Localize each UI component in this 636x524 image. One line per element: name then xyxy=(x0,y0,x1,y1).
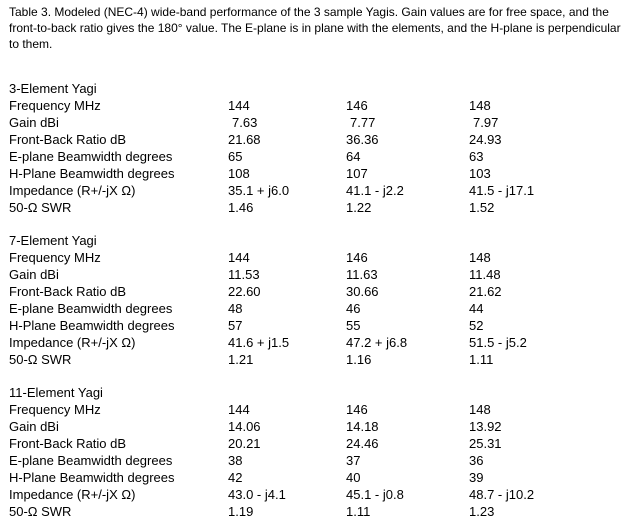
value-146: 47.2 + j6.8 xyxy=(346,335,408,350)
row-label: Gain dBi xyxy=(9,115,59,130)
row-label: E-plane Beamwidth degrees xyxy=(9,453,173,468)
value-146: 30.66 xyxy=(346,284,379,299)
value-146: 146 xyxy=(346,250,368,265)
section-7-element-yagi xyxy=(9,232,629,368)
value-148: 24.93 xyxy=(469,132,502,147)
table-row xyxy=(9,469,629,486)
section-title: 3-Element Yagi xyxy=(9,81,97,96)
table-row xyxy=(9,97,629,114)
table-row xyxy=(9,452,629,469)
value-148: 41.5 - j17.1 xyxy=(469,183,535,198)
row-label: Frequency MHz xyxy=(9,402,101,417)
table-row xyxy=(9,435,629,452)
value-146: 1.11 xyxy=(346,504,371,519)
value-148: 51.5 - j5.2 xyxy=(469,335,527,350)
value-146: 24.46 xyxy=(346,436,379,451)
value-146: 40 xyxy=(346,470,361,485)
table-row xyxy=(9,266,629,283)
value-148: 1.23 xyxy=(469,504,495,519)
table-row xyxy=(9,418,629,435)
row-label: 50-Ω SWR xyxy=(9,504,72,519)
row-label: 50-Ω SWR xyxy=(9,352,72,367)
value-146: 1.22 xyxy=(346,200,372,215)
value-148: 44 xyxy=(469,301,484,316)
value-148: 13.92 xyxy=(469,419,502,434)
row-label: H-Plane Beamwidth degrees xyxy=(9,318,175,333)
table-row xyxy=(9,283,629,300)
table-row xyxy=(9,199,629,216)
value-144: 14.06 xyxy=(228,419,261,434)
value-144: 1.19 xyxy=(228,504,254,519)
row-label: Front-Back Ratio dB xyxy=(9,436,127,451)
value-144: 20.21 xyxy=(228,436,261,451)
value-148: 7.97 xyxy=(473,115,499,130)
value-144: 144 xyxy=(228,402,250,417)
value-144: 35.1 + j6.0 xyxy=(228,183,290,198)
value-146: 46 xyxy=(346,301,361,316)
value-146: 41.1 - j2.2 xyxy=(346,183,404,198)
value-146: 64 xyxy=(346,149,361,164)
value-148: 1.11 xyxy=(469,352,494,367)
value-144: 57 xyxy=(228,318,243,333)
section-title: 7-Element Yagi xyxy=(9,233,97,248)
value-144: 48 xyxy=(228,301,243,316)
value-144: 1.21 xyxy=(228,352,254,367)
value-146: 14.18 xyxy=(346,419,379,434)
table-row xyxy=(9,401,629,418)
table-row xyxy=(9,317,629,334)
row-label: Frequency MHz xyxy=(9,98,101,113)
value-148: 148 xyxy=(469,98,491,113)
table-caption: Table 3. Modeled (NEC-4) wide-band performance of the 3 sample Yagis. Gain values are for free space, and the front-to-back ratio gives the 180° value. The E-plane is in plane with the elements, and the H-plane is perpendicular to them. xyxy=(9,5,621,51)
value-144: 42 xyxy=(228,470,243,485)
section-title: 11-Element Yagi xyxy=(9,385,103,400)
section-3-element-yagi xyxy=(9,80,629,216)
value-146: 146 xyxy=(346,98,368,113)
value-146: 146 xyxy=(346,402,368,417)
value-144: 144 xyxy=(228,250,250,265)
value-148: 36 xyxy=(469,453,484,468)
row-label: Impedance (R+/-jX Ω) xyxy=(9,335,136,350)
value-144: 11.53 xyxy=(228,267,260,282)
section-11-element-yagi xyxy=(9,384,629,520)
table-row xyxy=(9,334,629,351)
value-148: 148 xyxy=(469,402,491,417)
value-144: 108 xyxy=(228,166,250,181)
value-146: 107 xyxy=(346,166,368,181)
row-label: Gain dBi xyxy=(9,267,59,282)
table-row xyxy=(9,165,629,182)
row-label: 50-Ω SWR xyxy=(9,200,72,215)
row-label: H-Plane Beamwidth degrees xyxy=(9,166,175,181)
table-row xyxy=(9,131,629,148)
value-146: 37 xyxy=(346,453,361,468)
row-label: Front-Back Ratio dB xyxy=(9,284,127,299)
table-row xyxy=(9,486,629,503)
value-148: 148 xyxy=(469,250,491,265)
row-label: E-plane Beamwidth degrees xyxy=(9,301,173,316)
value-144: 43.0 - j4.1 xyxy=(228,487,286,502)
row-label: Frequency MHz xyxy=(9,250,101,265)
table-row xyxy=(9,351,629,368)
value-146: 55 xyxy=(346,318,361,333)
value-144: 41.6 + j1.5 xyxy=(228,335,290,350)
value-146: 36.36 xyxy=(346,132,379,147)
value-146: 7.77 xyxy=(350,115,376,130)
value-148: 63 xyxy=(469,149,484,164)
table-row xyxy=(9,148,629,165)
table-row xyxy=(9,249,629,266)
table-row xyxy=(9,114,629,131)
row-label: Impedance (R+/-jX Ω) xyxy=(9,183,136,198)
value-148: 103 xyxy=(469,166,491,181)
value-144: 65 xyxy=(228,149,243,164)
value-146: 1.16 xyxy=(346,352,372,367)
value-148: 52 xyxy=(469,318,484,333)
row-label: Impedance (R+/-jX Ω) xyxy=(9,487,136,502)
row-label: E-plane Beamwidth degrees xyxy=(9,149,173,164)
value-148: 48.7 - j10.2 xyxy=(469,487,535,502)
value-144: 144 xyxy=(228,98,250,113)
value-148: 1.52 xyxy=(469,200,495,215)
table-row xyxy=(9,300,629,317)
value-144: 38 xyxy=(228,453,243,468)
value-144: 1.46 xyxy=(228,200,254,215)
value-148: 25.31 xyxy=(469,436,502,451)
row-label: H-Plane Beamwidth degrees xyxy=(9,470,175,485)
value-144: 7.63 xyxy=(232,115,258,130)
value-148: 21.62 xyxy=(469,284,502,299)
value-144: 21.68 xyxy=(228,132,261,147)
value-148: 39 xyxy=(469,470,484,485)
value-146: 45.1 - j0.8 xyxy=(346,487,404,502)
value-146: 11.63 xyxy=(346,267,378,282)
row-label: Gain dBi xyxy=(9,419,59,434)
value-144: 22.60 xyxy=(228,284,261,299)
value-148: 11.48 xyxy=(469,267,501,282)
table-row xyxy=(9,182,629,199)
table-row xyxy=(9,503,629,520)
row-label: Front-Back Ratio dB xyxy=(9,132,127,147)
